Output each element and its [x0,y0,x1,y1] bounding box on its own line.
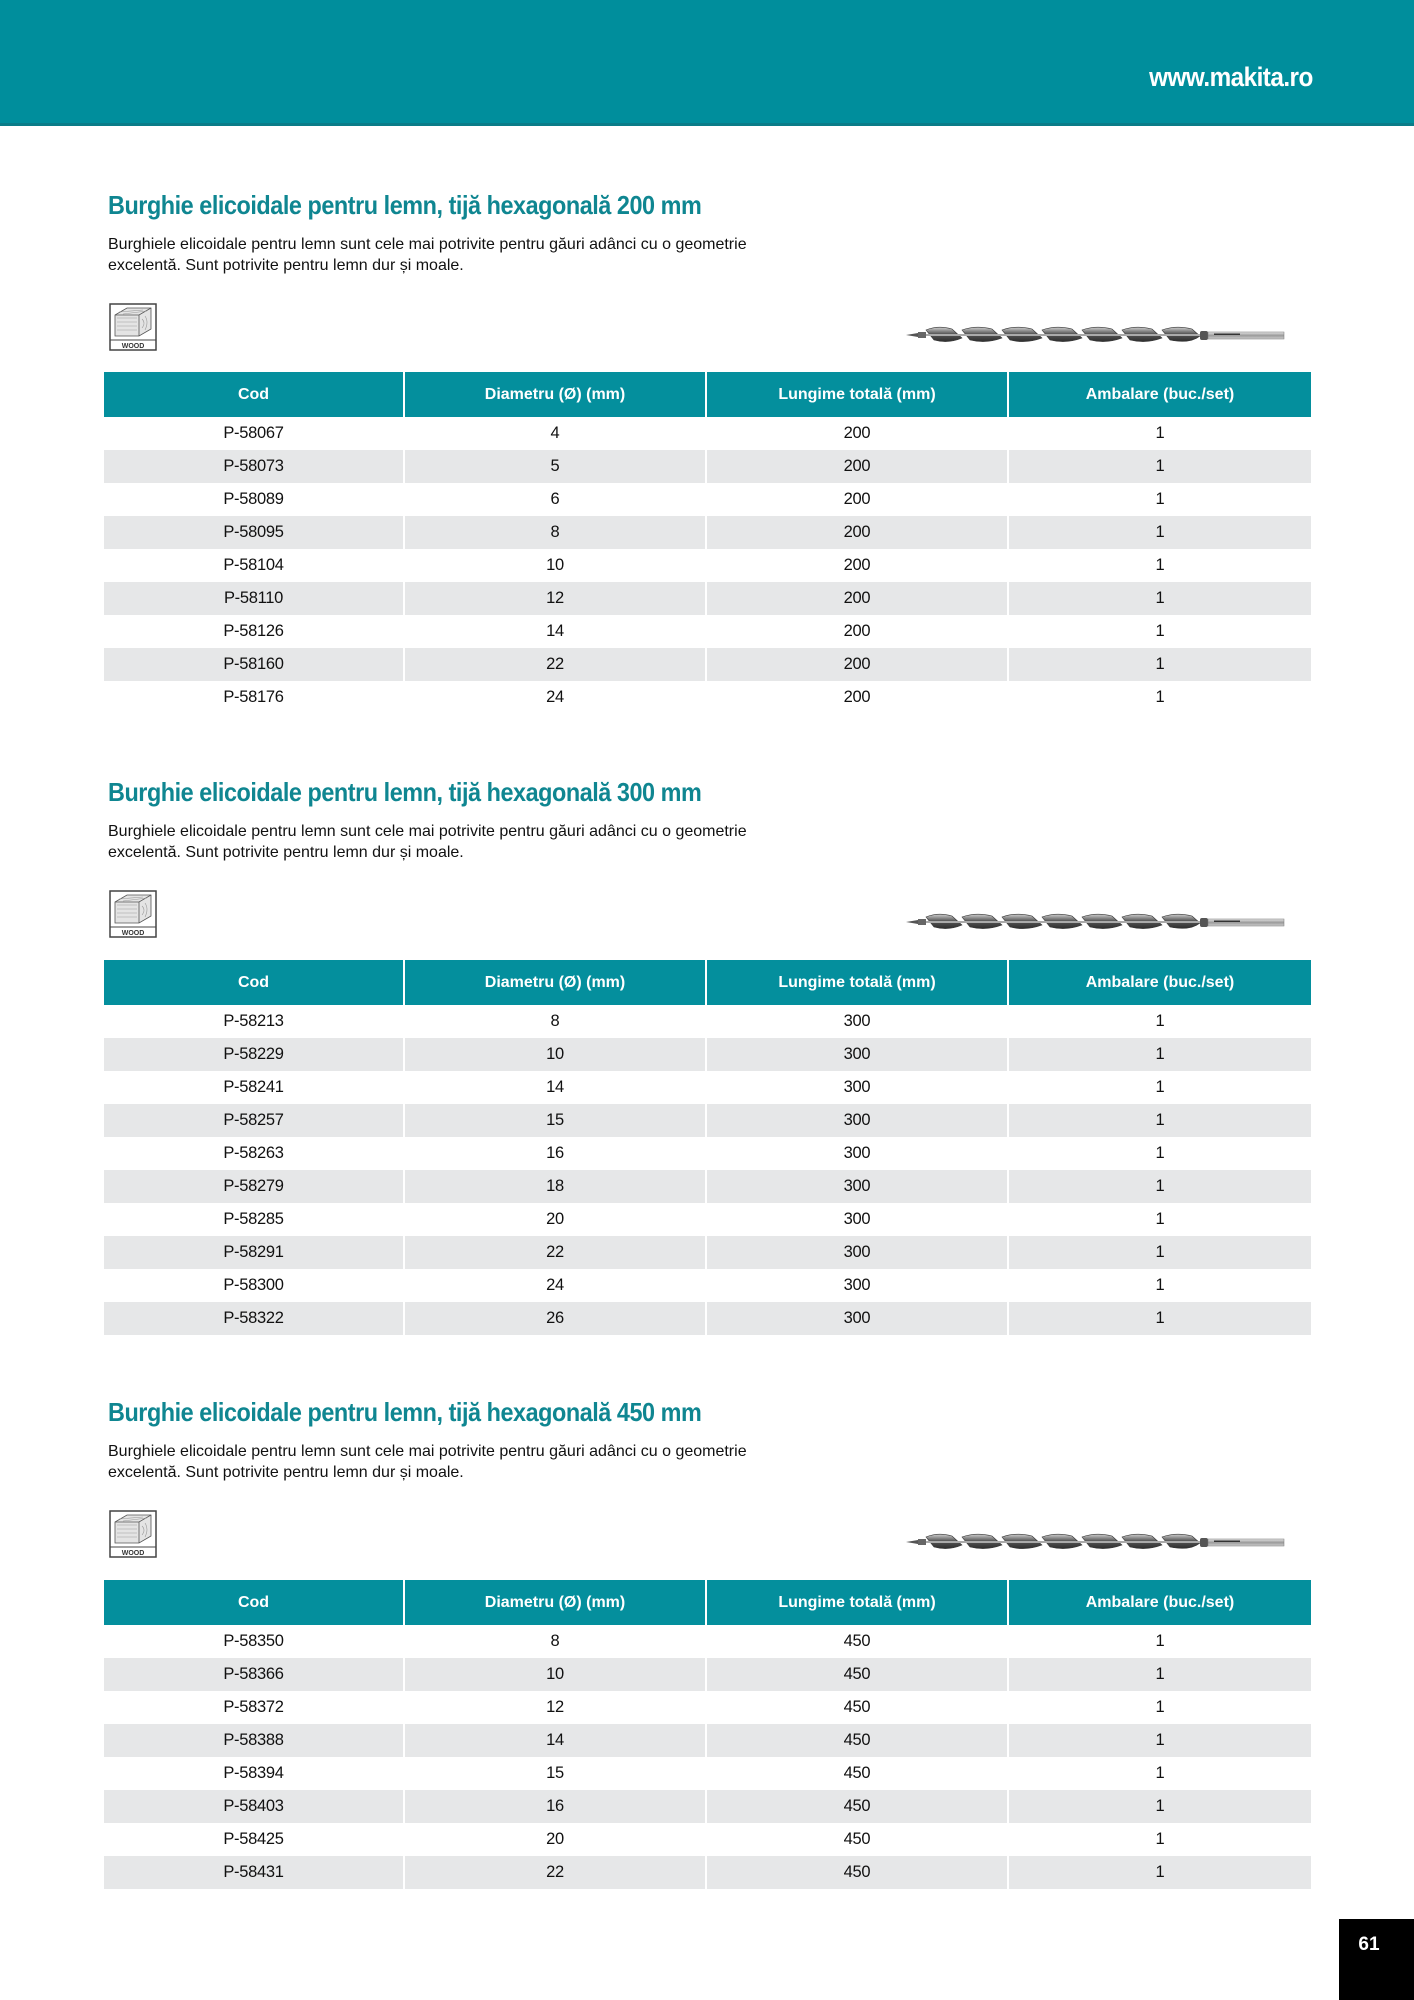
column-header-diametru: Diametru (Ø) (mm) [405,960,707,1005]
column-header-ambalare: Ambalare (buc./set) [1009,960,1311,1005]
column-header-cod: Cod [104,1580,405,1625]
column-header-diametru: Diametru (Ø) (mm) [405,372,707,417]
auger-drill-bit-image [904,908,1288,936]
page-number: 61 [1358,1934,1380,1955]
auger-drill-bit-image [904,1528,1288,1556]
table-row: P-58229 10 300 1 [104,1038,1311,1071]
table-row: P-58126 14 200 1 [104,615,1311,648]
table-row: P-58089 6 200 1 [104,483,1311,516]
column-header-ambalare: Ambalare (buc./set) [1009,372,1311,417]
table-row: P-58257 15 300 1 [104,1104,1311,1137]
table-row: P-58431 22 450 1 [104,1856,1311,1889]
table-row: P-58241 14 300 1 [104,1071,1311,1104]
table-row: P-58285 20 300 1 [104,1203,1311,1236]
table-row: P-58300 24 300 1 [104,1269,1311,1302]
column-header-ambalare: Ambalare (buc./set) [1009,1580,1311,1625]
column-header-lungime: Lungime totală (mm) [707,372,1009,417]
column-header-cod: Cod [104,960,405,1005]
header-banner [0,0,1414,126]
spec-table-450mm [104,1580,1311,1889]
column-header-lungime: Lungime totală (mm) [707,1580,1009,1625]
spec-table-200mm [104,372,1311,714]
table-row: P-58073 5 200 1 [104,450,1311,483]
table-row: P-58403 16 450 1 [104,1790,1311,1823]
table-row: P-58394 15 450 1 [104,1757,1311,1790]
table-row: P-58350 8 450 1 [104,1625,1311,1658]
table-row: P-58372 12 450 1 [104,1691,1311,1724]
table-header-row [104,960,1311,1005]
section-title: Burghie elicoidale pentru lemn, tijă hexagonală 450 mm [108,1397,702,1427]
wood-material-icon [109,1510,157,1558]
table-row: P-58213 8 300 1 [104,1005,1311,1038]
table-row: P-58388 14 450 1 [104,1724,1311,1757]
section-title: Burghie elicoidale pentru lemn, tijă hexagonală 200 mm [108,190,702,220]
website-url[interactable]: www.makita.ro [1149,62,1313,92]
table-row: P-58160 22 200 1 [104,648,1311,681]
table-header-row [104,1580,1311,1625]
table-row: P-58322 26 300 1 [104,1302,1311,1335]
spec-table-300mm [104,960,1311,1335]
table-header-row [104,372,1311,417]
table-row: P-58104 10 200 1 [104,549,1311,582]
column-header-lungime: Lungime totală (mm) [707,960,1009,1005]
table-row: P-58291 22 300 1 [104,1236,1311,1269]
table-row: P-58095 8 200 1 [104,516,1311,549]
column-header-diametru: Diametru (Ø) (mm) [405,1580,707,1625]
table-row: P-58263 16 300 1 [104,1137,1311,1170]
table-row: P-58279 18 300 1 [104,1170,1311,1203]
auger-drill-bit-image [904,321,1288,349]
page-number-box [1339,1919,1414,2000]
column-header-cod: Cod [104,372,405,417]
section-description: Burghiele elicoidale pentru lemn sunt cele mai potrivite pentru găuri adânci cu o geometrie excelentă. Sunt potrivite pentru lemn dur și moale. [108,236,747,274]
wood-material-icon [109,303,157,351]
section-title: Burghie elicoidale pentru lemn, tijă hexagonală 300 mm [108,777,702,807]
section-description: Burghiele elicoidale pentru lemn sunt cele mai potrivite pentru găuri adânci cu o geometrie excelentă. Sunt potrivite pentru lemn dur și moale. [108,1443,747,1481]
table-row: P-58067 4 200 1 [104,417,1311,450]
table-row: P-58366 10 450 1 [104,1658,1311,1691]
section-description: Burghiele elicoidale pentru lemn sunt cele mai potrivite pentru găuri adânci cu o geometrie excelentă. Sunt potrivite pentru lemn dur și moale. [108,823,747,861]
table-row: P-58176 24 200 1 [104,681,1311,714]
table-row: P-58425 20 450 1 [104,1823,1311,1856]
wood-material-icon [109,890,157,938]
table-row: P-58110 12 200 1 [104,582,1311,615]
